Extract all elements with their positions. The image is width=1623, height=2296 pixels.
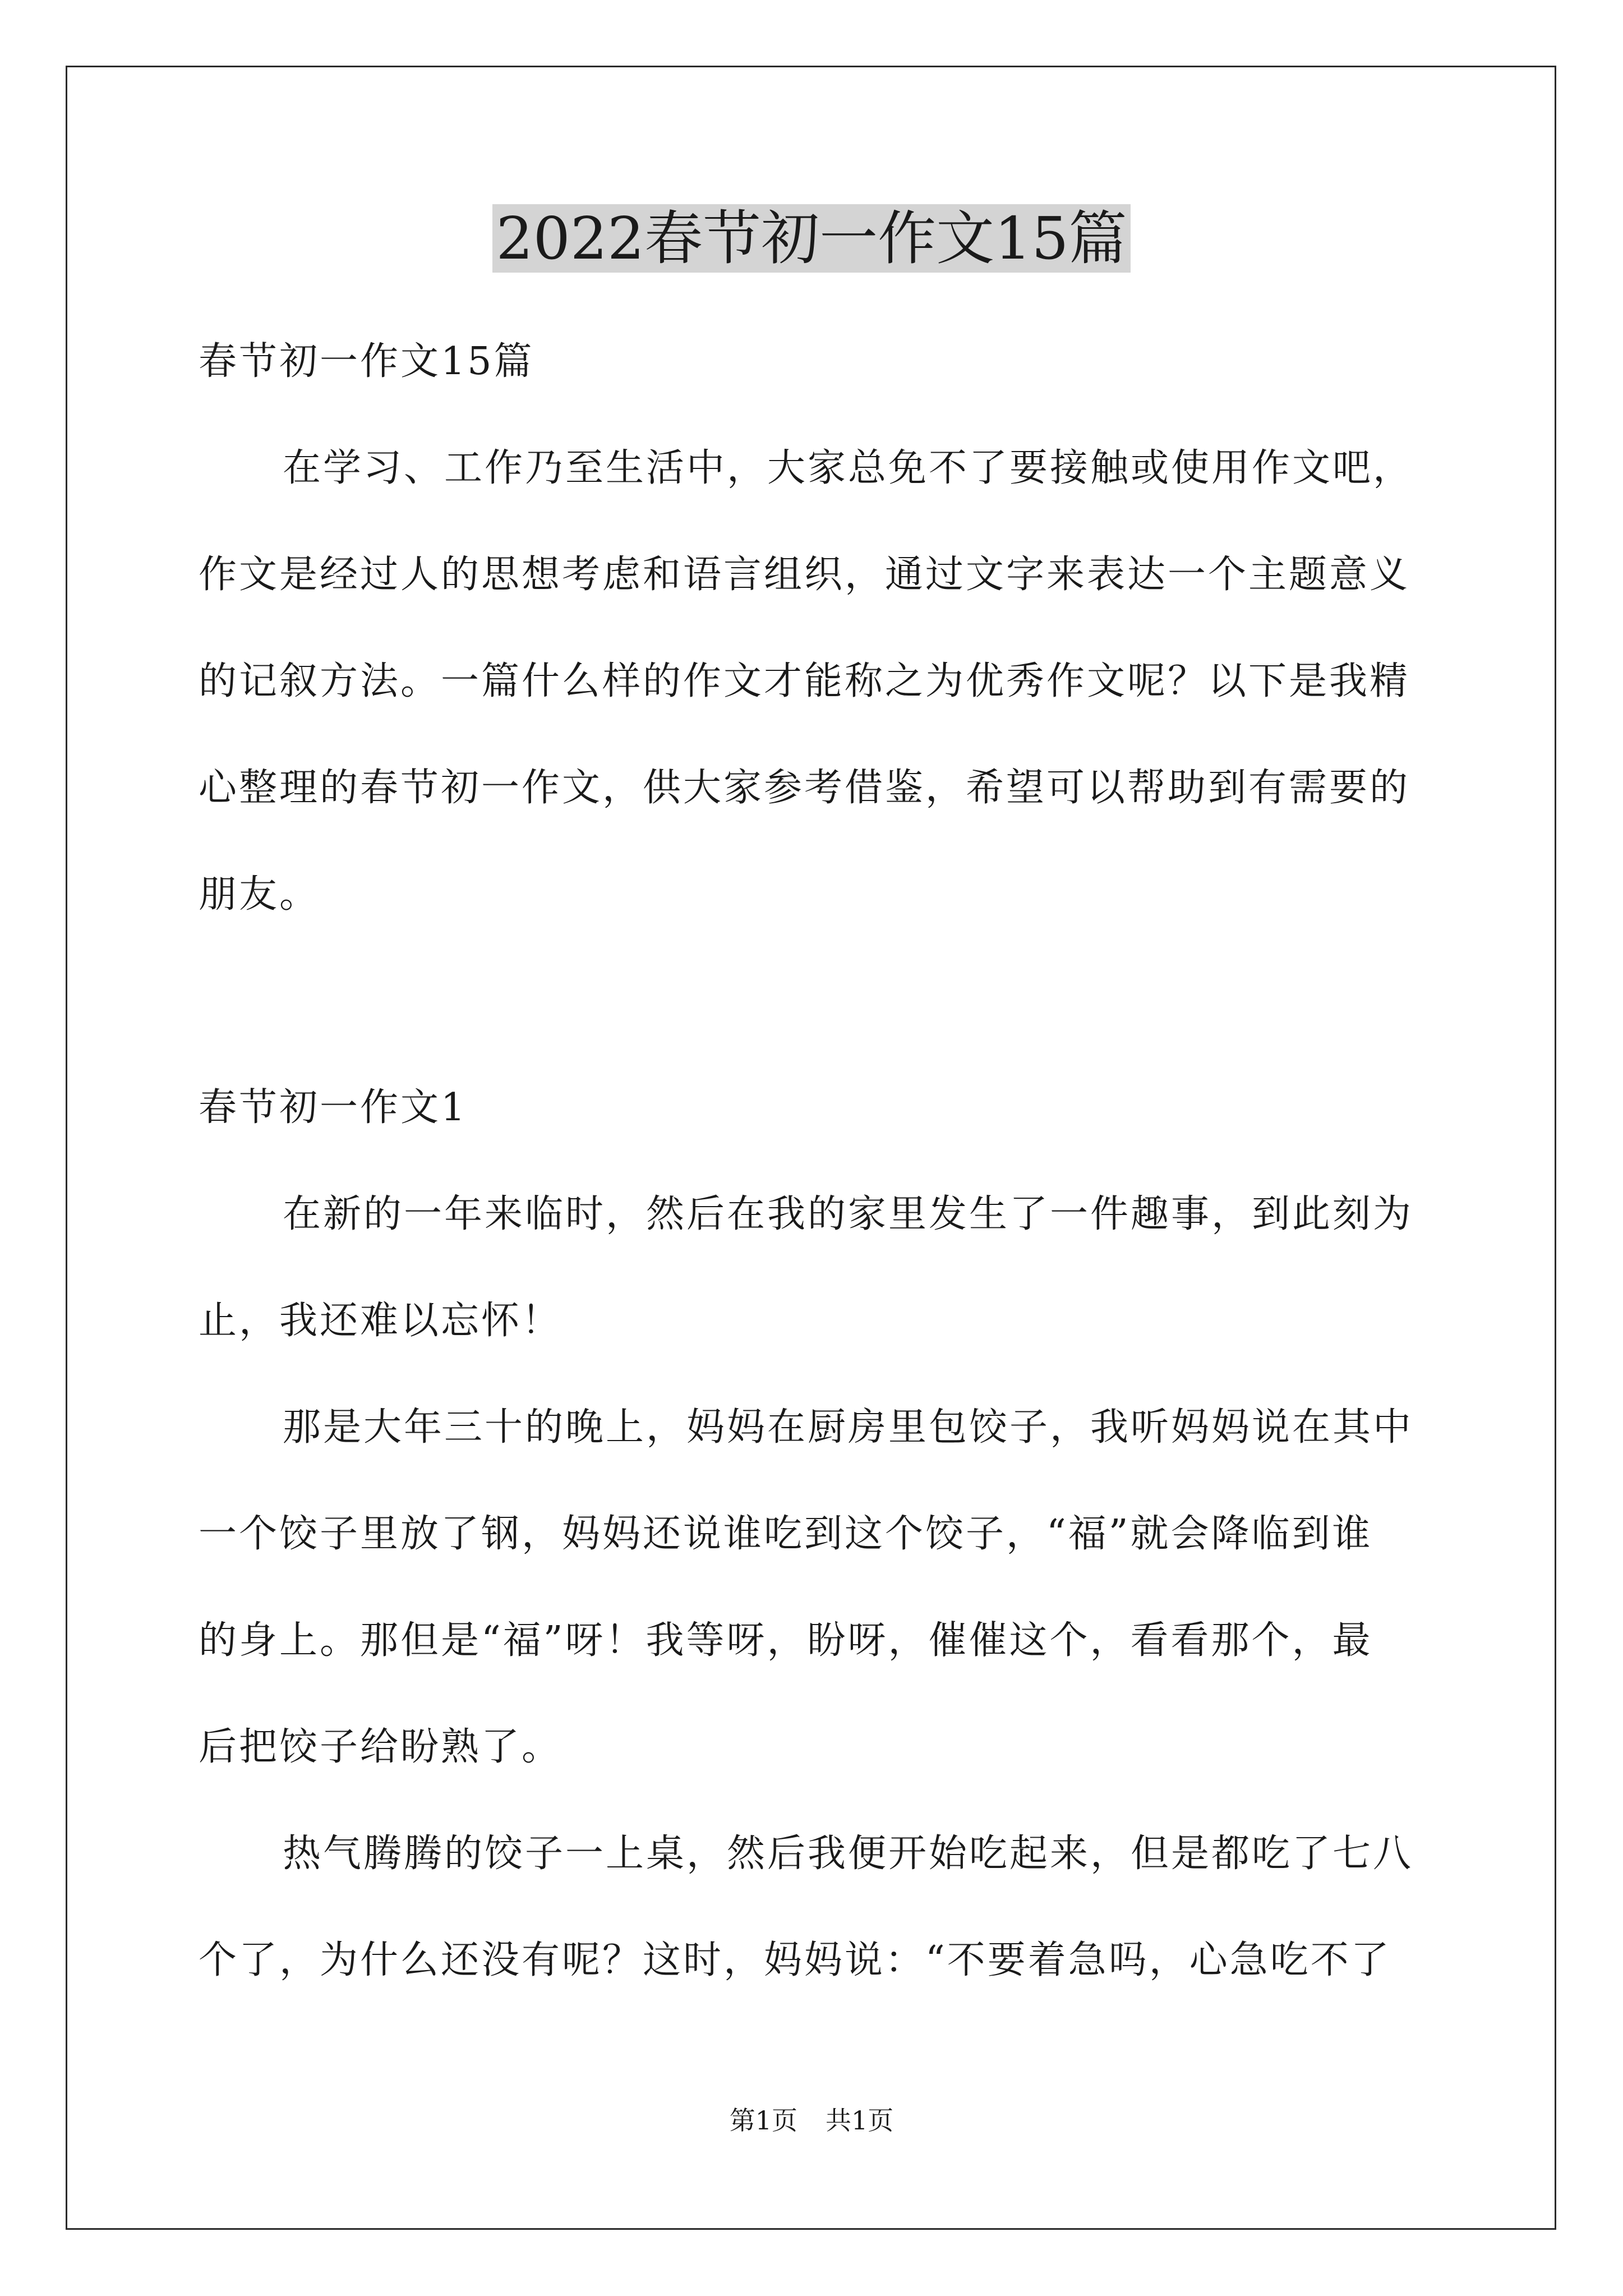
paragraph-line: 的身上。那但是“福”呀！我等呀，盼呀，催催这个，看看那个，最 — [199, 1618, 1373, 1663]
section-heading: 春节初一作文1 — [199, 1085, 468, 1130]
intro-line: 心整理的春节初一作文，供大家参考借鉴，希望可以帮助到有需要的 — [199, 766, 1410, 810]
paragraph-line: 个了，为什么还没有呢？这时，妈妈说：“不要着急吗，心急吃不了 — [199, 1938, 1391, 1982]
intro-line: 在学习、工作乃至生活中，大家总免不了要接触或使用作文吧， — [283, 446, 1414, 490]
page-footer — [0, 2104, 1623, 2137]
paragraph-line: 热气腾腾的饺子一上桌，然后我便开始吃起来，但是都吃了七八 — [283, 1832, 1414, 1876]
paragraph-line: 后把饺子给盼熟了。 — [199, 1725, 562, 1769]
paragraph-line: 止，我还难以忘怀！ — [199, 1299, 562, 1343]
document-title-text: 2022春节初一作文15篇 — [492, 204, 1130, 273]
document-subtitle: 春节初一作文15篇 — [199, 339, 534, 384]
document-title — [0, 199, 1623, 278]
page-total: 共1页 — [826, 2105, 894, 2136]
intro-line: 朋友。 — [199, 872, 320, 917]
paragraph-line: 那是大年三十的晚上，妈妈在厨房里包饺子，我听妈妈说在其中 — [283, 1405, 1414, 1450]
paragraph-line: 在新的一年来临时，然后在我的家里发生了一件趣事，到此刻为 — [283, 1192, 1414, 1236]
paragraph-gap — [199, 948, 1427, 1055]
intro-line: 的记叙方法。一篇什么样的作文才能称之为优秀作文呢？以下是我精 — [199, 659, 1410, 703]
document-body — [199, 309, 1427, 2014]
intro-line: 作文是经过人的思想考虑和语言组织，通过文字来表达一个主题意义 — [199, 553, 1410, 597]
page-number: 第1页 — [729, 2105, 797, 2136]
paragraph-line: 一个饺子里放了钢，妈妈还说谁吃到这个饺子，“福”就会降临到谁 — [199, 1512, 1373, 1556]
